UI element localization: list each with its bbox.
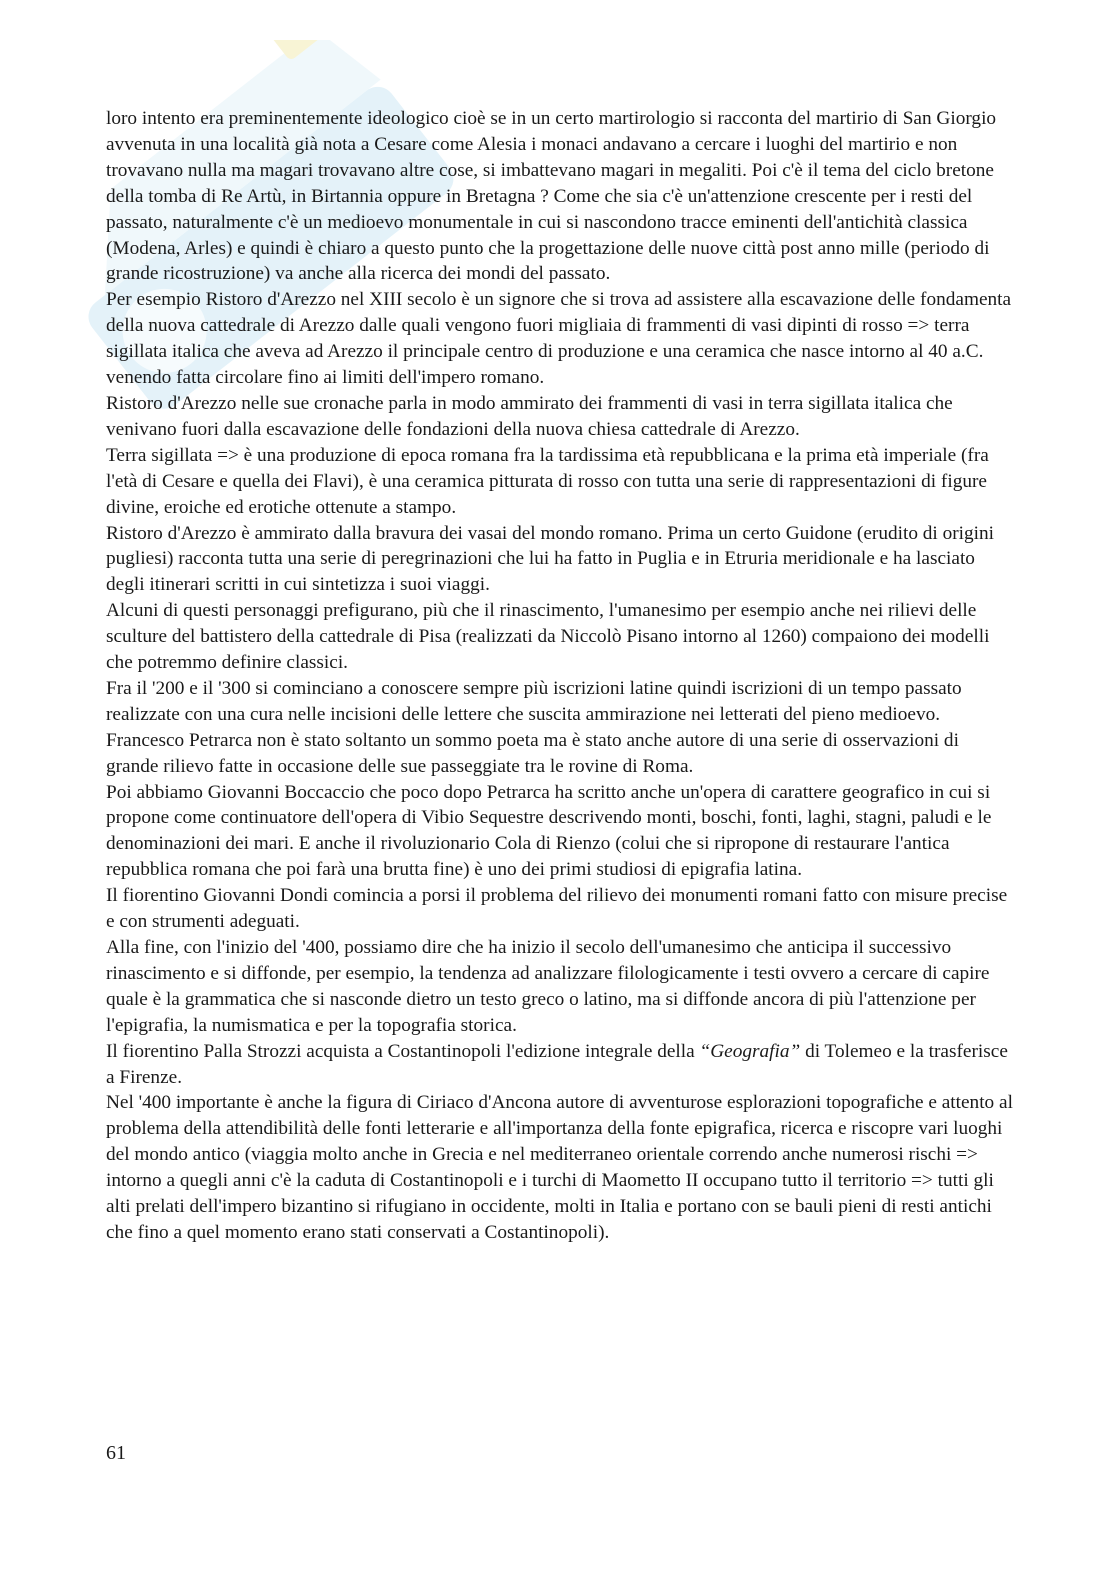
paragraph: loro intento era preminentemente ideologico cioè se in un certo martirologio si racconta del martirio di San Giorgio avvenuta in una località già nota a Cesare come Alesia i monaci andavano a cercare i luoghi del martirio e non trovavano nulla ma magari trovavano altre cose, si imbattevano magari in megaliti. Poi c'è il tema del ciclo bretone della tomba di Re Artù, in Birtannia oppure in Bretagna ? Come che sia c'è un'attenzione crescente per i resti del passato, naturalmente c'è un medioevo monumentale in cui si nascondono tracce eminenti dell'antichità classica (Modena, Arles) e quindi è chiaro a questo punto che la progettazione delle nuove città post anno mille (periodo di grande ricostruzione) va anche alla ricerca dei mondi del passato. — [106, 108, 997, 285]
paragraph: Poi abbiamo Giovanni Boccaccio che poco dopo Petrarca ha scritto anche un'opera di carattere geografico in cui si propone come continuatore dell'opera di Vibio Sequestre descrivendo monti, boschi, fonti, laghi, stagni, paludi e le denominazioni dei mari. E anche il rivoluzionario Cola di Rienzo (colui che si ripropone di restaurare l'antica repubblica romana che poi farà una brutta fine) è uno dei primi studiosi di epigrafia latina. — [106, 781, 992, 881]
page-number: 61 — [106, 1442, 126, 1464]
paragraph: Alla fine, con l'inizio del '400, possiamo dire che ha inizio il secolo dell'umanesimo che anticipa il successivo rinascimento e si diffonde, per esempio, la tendenza ad analizzare filologicamente i testi ovvero a cercare di capire quale è la grammatica che si nasconde dietro un testo greco o latino, ma si diffonde ancora di più l'attenzione per l'epigrafia, la numismatica e per la topografia storica. — [106, 937, 990, 1036]
paragraph-strozzi — [106, 1039, 1016, 1091]
watermark-accent — [266, 40, 322, 61]
paragraph: Terra sigillata => è una produzione di epoca romana fra la tardissima età repubblicana e la prima età imperiale (fra l'età di Cesare e quella dei Flavi), è una ceramica pitturata di rosso con tutta una serie di rappresentazioni di figure divine, eroiche ed erotiche ottenute a stampo. — [106, 444, 989, 518]
paragraph: Ristoro d'Arezzo è ammirato dalla bravura dei vasai del mondo romano. Prima un certo Guidone (erudito di origini pugliesi) racconta tutta una serie di peregrinazioni che lui ha fatto in Puglia e in Etruria meridionale e ha lasciato degli itinerari scritti in cui sintetizza i suoi viaggi. — [106, 522, 995, 596]
paragraph-text: Il fiorentino Palla Strozzi acquista a Costantinopoli l'edizione integrale della — [106, 1040, 700, 1062]
paragraph: Il fiorentino Giovanni Dondi comincia a porsi il problema del rilievo dei monumenti romani fatto con misure precise e con strumenti adeguati. — [106, 885, 1008, 933]
page-body — [106, 106, 1016, 1246]
paragraph: Nel '400 importante è anche la figura di Ciriaco d'Ancona autore di avventurose esplorazioni topografiche e attento al problema della attendibilità delle fonti letterarie e all'importanza della fonte epigrafica, ricerca e riscopre vari luoghi del mondo antico (viaggia molto anche in Grecia e nel mediterraneo orientale correndo anche numerosi rischi => intorno a quegli anni c'è la caduta di Costantinopoli e i turchi di Maometto II occupano tutto il territorio => tutti gli alti prelati dell'impero bizantino si rifugiano in occidente, molti in Italia e portano con se bauli pieni di resti antichi che fino a quel momento erano stati conservati a Costantinopoli). — [106, 1092, 1013, 1243]
paragraph: Fra il '200 e il '300 si cominciano a conoscere sempre più iscrizioni latine quindi iscrizioni di un tempo passato realizzate con una cura nelle incisioni delle lettere che suscita ammirazione nei letterati del pieno medioevo. — [106, 677, 962, 725]
paragraph-text: di Tolemeo e la trasferisce a Firenze. — [106, 1040, 1008, 1088]
book-title: “Geografia” — [699, 1040, 801, 1062]
paragraph: Ristoro d'Arezzo nelle sue cronache parla in modo ammirato dei frammenti di vasi in terra sigillata italica che venivano fuori dalla escavazione delle fondazioni della nuova chiesa cattedrale di Arezzo. — [106, 392, 953, 440]
paragraph: Alcuni di questi personaggi prefigurano, più che il rinascimento, l'umanesimo per esempio anche nei rilievi delle sculture del battistero della cattedrale di Pisa (realizzati da Niccolò Pisano intorno al 1260) compaiono dei modelli che potremmo definire classici. — [106, 600, 990, 674]
paragraph: Per esempio Ristoro d'Arezzo nel XIII secolo è un signore che si trova ad assistere alla escavazione delle fondamenta della nuova cattedrale di Arezzo dalle quali vengono fuori migliaia di frammenti di vasi dipinti di rosso => terra sigillata italica che aveva ad Arezzo il principale centro di produzione e una ceramica che nasce intorno al 40 a.C. venendo fatta circolare fino ai limiti dell'impero romano. — [106, 289, 1012, 389]
paragraph: Francesco Petrarca non è stato soltanto un sommo poeta ma è stato anche autore di una serie di osservazioni di grande rilievo fatte in occasione delle sue passeggiate tra le rovine di Roma. — [106, 729, 959, 777]
